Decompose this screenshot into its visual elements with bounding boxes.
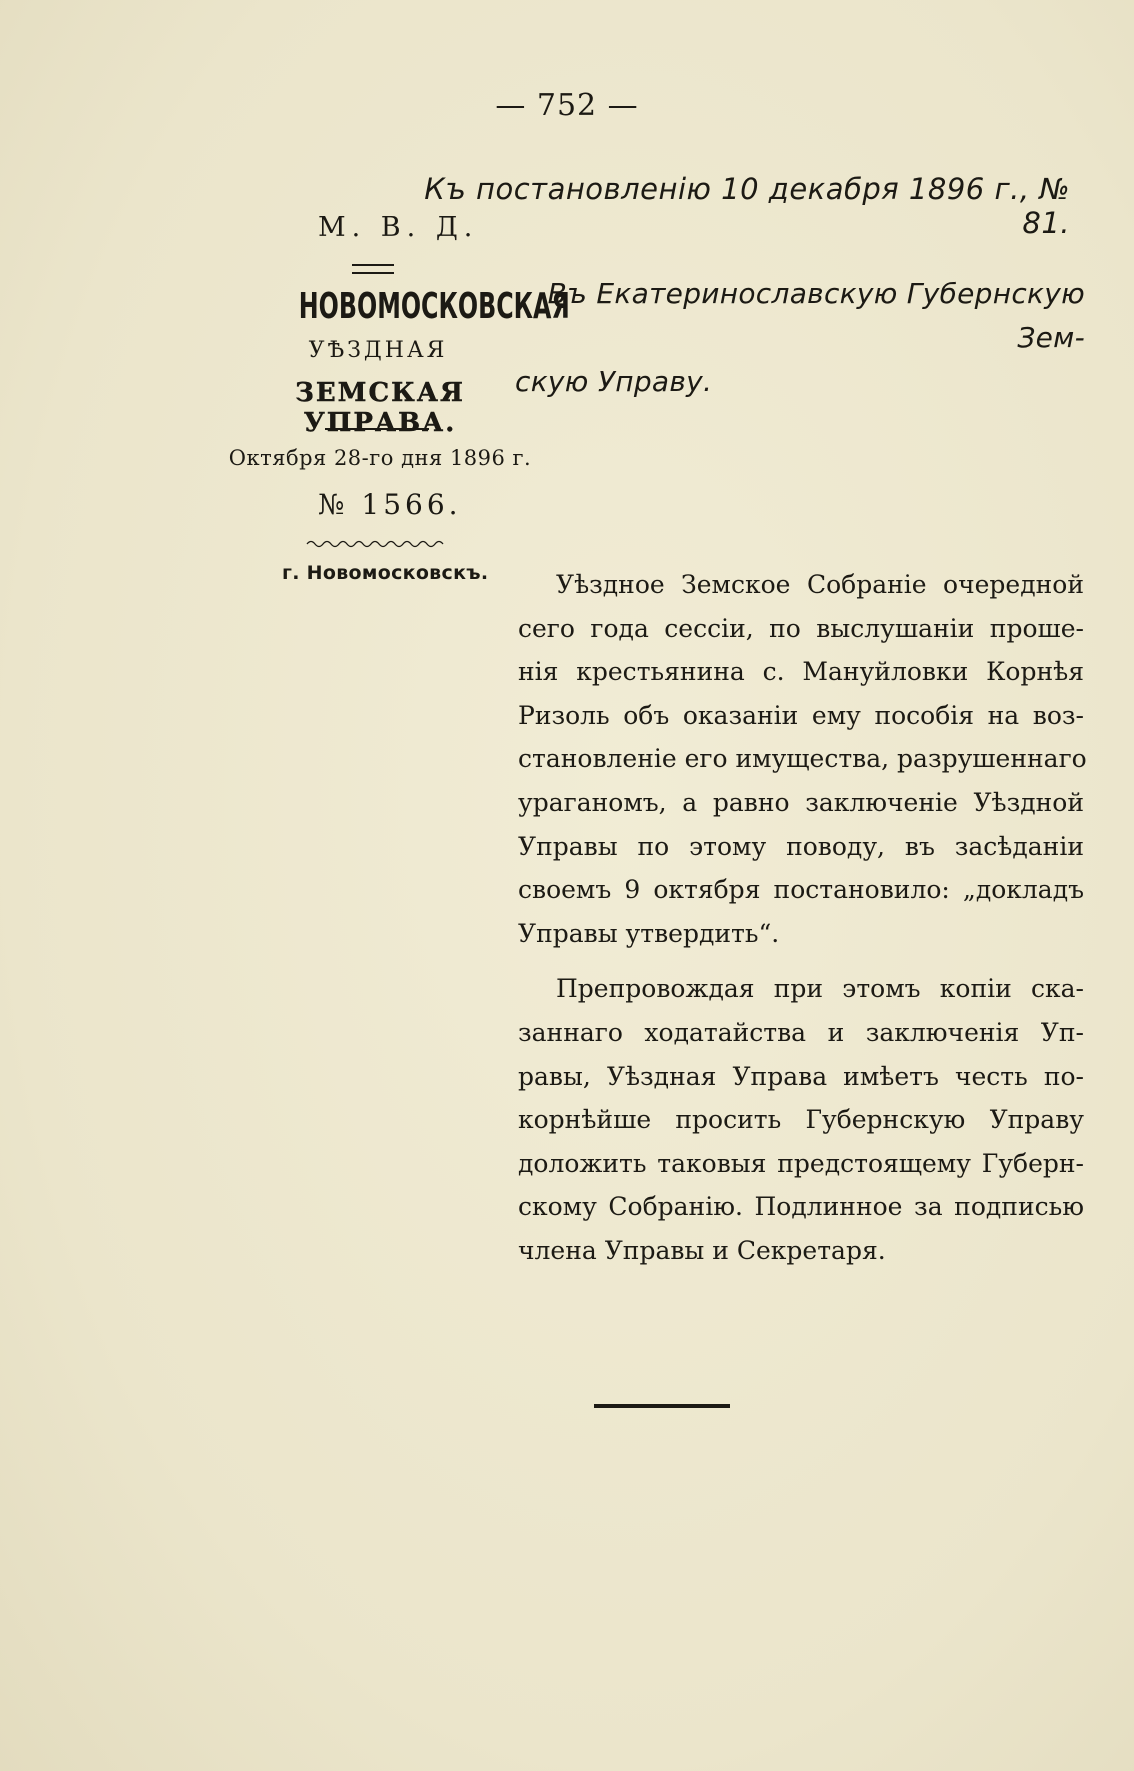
body-line: корнѣйше просить Губернскую Управу: [518, 1105, 1084, 1135]
body-line: Ризоль объ оказаніи ему пособія на воз-: [518, 700, 1084, 730]
sender-city: г. Новомосковскъ.: [282, 562, 489, 584]
header-rule: [325, 428, 429, 430]
paragraph-2: [518, 967, 1084, 1272]
body-line: заннаго ходатайства и заключенія Уп-: [518, 1017, 1084, 1047]
org-name-line2: УѢЗДНАЯ: [308, 338, 448, 363]
letter-number: № 1566.: [318, 488, 462, 521]
address-line1: Въ Екатеринославскую Губернскую Зем-: [547, 277, 1085, 354]
body-line: своемъ 9 октября постановило: „докладъ: [518, 875, 1084, 905]
body-line: Препровождая при этомъ копіи ска-: [556, 974, 1084, 1004]
body-line: становленіе его имущества, разрушеннаго: [518, 744, 1087, 774]
body-line: равы, Уѣздная Управа имѣетъ честь по-: [518, 1061, 1084, 1091]
org-name-line3: ЗЕМСКАЯ УПРАВА.: [295, 378, 465, 438]
body-line: члена Управы и Секретаря.: [518, 1235, 886, 1265]
letter-body: [518, 563, 1087, 1273]
address-line2: скую Управу.: [515, 365, 713, 398]
ornament-divider: [352, 264, 394, 274]
ministry-abbrev: М. В. Д.: [318, 212, 479, 243]
body-line: доложить таковыя предстоящему Губерн-: [518, 1148, 1084, 1178]
wavy-divider: [305, 538, 445, 550]
page-number: — 752 —: [495, 88, 639, 123]
body-line: Управы утвердить“.: [518, 918, 780, 948]
body-line: Управы по этому поводу, въ засѣданіи: [518, 831, 1084, 861]
paragraph-1: [518, 563, 1087, 955]
resolution-reference: Къ постановленію 10 декабря 1896 г., № 81.: [424, 172, 1070, 240]
body-line: Уѣздное Земское Собраніе очередной: [556, 570, 1084, 599]
body-line: сего года сессіи, по выслушаніи проше-: [518, 613, 1084, 643]
body-line: нія крестьянина с. Мануйловки Корнѣя: [518, 657, 1084, 687]
closing-rule: [594, 1404, 730, 1408]
letter-date: Октября 28-го дня 1896 г.: [228, 446, 532, 470]
body-line: ураганомъ, а равно заключеніе Уѣздной: [518, 787, 1084, 817]
recipient-address: [515, 272, 1085, 404]
org-name-line1: НОВОМОСКОВСКАЯ: [298, 286, 570, 327]
body-line: скому Собранію. Подлинное за подписью: [518, 1192, 1084, 1222]
